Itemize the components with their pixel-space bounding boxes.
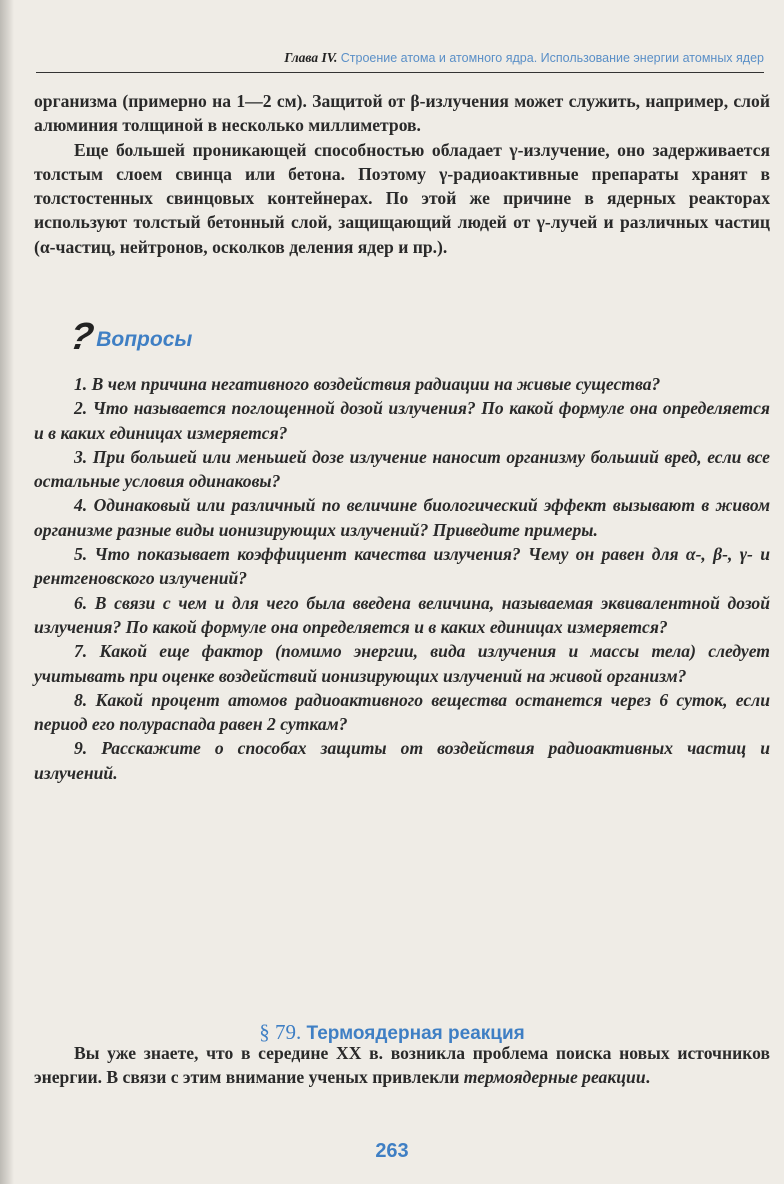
chapter-title: Строение атома и атомного ядра. Использование энергии атомных ядер <box>340 51 764 65</box>
question-mark-icon: ? <box>66 316 97 358</box>
questions-heading-label: Вопросы <box>96 328 193 351</box>
running-header <box>36 50 764 73</box>
question-item: 8. Какой процент атомов радиоактивного вещества останется через 6 суток, если период его полураспада равен 2 суткам? <box>34 689 770 735</box>
question-item: 7. Какой еще фактор (помимо энергии, вида излучения и массы тела) следует учитывать при оценке воздействий ионизирующих излучений на живой организм? <box>34 641 770 686</box>
page-number: 263 <box>375 1140 409 1162</box>
intro-paragraph-2: Еще большей проникающей способностью обладает γ-излучение, оно задерживается толстым слоем свинца или бетона. Поэтому γ-радиоактивные препараты хранят в толстостенных свинцовых контейнерах. По этой же причине в ядерных реакторах используют толстый бетонный слой, защищающий людей от γ-лучей и различных частиц (α-частиц, нейтронов, осколков деления ядер и пр.). <box>34 139 770 257</box>
question-item: 4. Одинаковый или различный по величине биологический эффект вызывают в живом организме разные виды ионизирующих излучений? Приведите примеры. <box>34 495 770 540</box>
outro-text-before: Вы уже знаете, что в середине XX в. возникла проблема поиска новых источников энергии. В связи с этим внимание ученых привлекли <box>34 1043 770 1088</box>
question-item: 6. В связи с чем и для чего была введена величина, называемая эквивалентной дозой излучения? По какой формуле она определяется и в каких единицах измеряется? <box>34 592 770 637</box>
question-item: 2. Что называется поглощенной дозой излучения? По какой формуле она определяется и в каких единицах измеряется? <box>34 398 770 443</box>
section-number: § 79. <box>259 1020 302 1044</box>
outro-paragraph <box>34 1041 770 1090</box>
outro-emphasis: термоядерные реакции <box>463 1067 646 1088</box>
section-title-text: Термоядерная реакция <box>306 1023 525 1044</box>
question-item: 5. Что показывает коэффициент качества излучения? Чему он равен для α-, β-, γ- и рентгеновского излучений? <box>34 544 770 589</box>
question-item: 1. В чем причина негативного воздействия радиации на живые существа? <box>74 374 661 394</box>
question-item: 9. Расскажите о способах защиты от воздействия радиоактивных частиц и излучений. <box>34 738 770 783</box>
outro-text <box>34 1041 770 1090</box>
questions-list <box>34 372 770 785</box>
intro-paragraph-1: организма (примерно на 1—2 см). Защитой от β-излучения может служить, например, слой алюминия толщиной в несколько миллиметров. <box>34 91 770 136</box>
chapter-label: Глава IV. <box>284 50 338 65</box>
question-item: 3. При большей или меньшей дозе излучение наносит организму больший вред, если все остальные условия одинаковы? <box>34 446 770 492</box>
intro-text <box>34 89 770 259</box>
outro-text-after: . <box>645 1067 651 1088</box>
page-spine-shadow <box>0 0 14 1184</box>
questions-heading <box>66 316 193 358</box>
